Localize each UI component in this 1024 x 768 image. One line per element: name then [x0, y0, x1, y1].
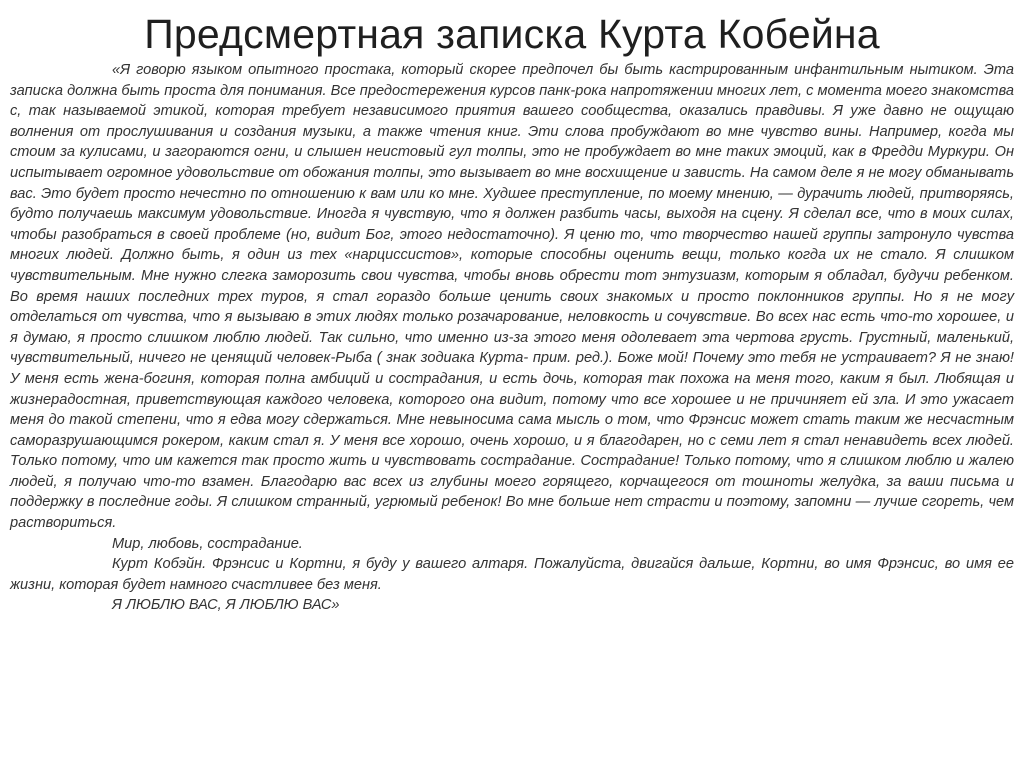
note-paragraph-peace: Мир, любовь, сострадание. [112, 535, 303, 552]
note-paragraph-closing: Я ЛЮБЛЮ ВАС, Я ЛЮБЛЮ ВАС» [112, 597, 340, 614]
slide-title: Предсмертная записка Курта Кобейна [144, 11, 880, 57]
note-paragraph-signature: Курт Кобэйн. Фрэнсис и Кортни, я буду у вашего алтаря. Пожалуйста, двигайся дальше, Кортни, во имя Фрэнсис, во имя ее жизни, которая будет намного счастливее без меня. [10, 556, 1014, 593]
note-text [10, 60, 1014, 616]
note-paragraph-main: «Я говорю языком опытного простака, который скорее предпочел бы быть кастрированным инфантильным нытиком. Эта записка должна быть проста для понимания. Все предостережения курсов панк-рока напротяжении многих лет, с момента моего знакомства с, так называемой этикой, которая требует независимого приятия вашего сообщества, оказались правдивы. Я уже давно не ощущаю волнения от прослушивания и создания музыки, а также чтения книг. Эти слова пробуждают во мне чувство вины. Например, когда мы стоим за кулисами, и загораются огни, и слышен неистовый гул толпы, это не пробуждает во мне таких эмоций, как в Фредди Муркури. Он испытывает огромное удовольствие от обожания толпы, это вызывает во мне восхищение и зависть. На самом деле я не могу обманывать вас. Это будет просто нечестно по отношению к вам или ко мне. Худшее преступление, по моему мнению, — дурачить людей, притворяясь, будто получаешь максимум удовольствие. Иногда я чувствую, что я должен разбить часы, выходя на сцену. Я сделал все, что в моих силах, чтобы разобраться в своей проблеме (но, видит Бог, этого недостаточно). Я ценю то, что творчество нашей группы затронуло чувства многих людей. Должно быть, я один из тех «нарциссистов», которые способны оценить вещи, только когда их не стало. Я слишком чувствительным. Мне нужно слегка заморозить свои чувства, чтобы вновь обрести тот энтузиазм, которым я обладал, будучи ребенком. Во время наших последних трех туров, я стал гораздо больше ценить своих знакомых и просто поклонников группы. Но я не могу отделаться от чувства, что я вызываю в этих людях только розачарование, неловкость и сочувствие. Во всех нас есть что-то хорошее, и я думаю, я просто слишком люблю людей. Так сильно, что именно из-за этого меня одолевает эта чертова грусть. Грустный, маленький, чувствительный, ничего не ценящий человек-Рыба ( знак зодиака Курта- прим. ред.). Боже мой! Почему это тебя не устраивает? Я не знаю! У меня есть жена-богиня, которая полна амбиций и сострадания, и есть дочь, которая так похожа на меня того, каким я был. Любящая и жизнерадостная, приветствующая каждого человека, которого она видит, потому что все хорошее и не причиняет ей зла. И это ужасает меня до такой степени, что я едва могу сдержаться. Мне невыносима сама мысль о том, что Фрэнсис может стать таким же несчастным саморазрушающимся рокером, каким стал я. У меня все хорошо, очень хорошо, и я благодарен, но с семи лет я стал ненавидеть всех людей. Только потому, что им кажется так просто жить и чувствовать сострадание. Сострадание! Только потому, что я слишком люблю и жалею людей, я получаю что-то взамен. Благодарю вас всех из глубины моего горящего, корчащегося от тошноты желудка, за ваши письма и поддержку в последние годы. Я слишком странный, угрюмый ребенок! Во мне больше нет страсти и поэтому, запомни — лучше сгореть, чем раствориться. [10, 62, 1014, 532]
